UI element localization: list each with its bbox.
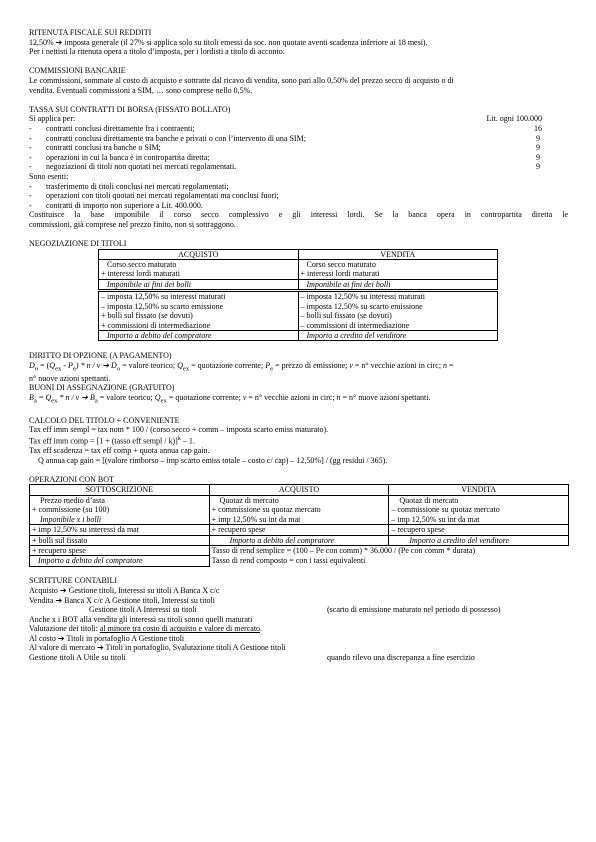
list-item bbox=[29, 201, 568, 211]
table-cell: Importo a debito del compratore bbox=[99, 330, 299, 340]
list-item bbox=[29, 143, 568, 153]
calcolo-line-2 bbox=[29, 435, 568, 446]
formula-subscript: ex bbox=[51, 397, 58, 405]
scritture-line-2: Vendita ➔ Banca X c/c A Gestione titoli, Interessi su titoli bbox=[29, 595, 216, 605]
list-item-text: contratti conclusi direttamente fra i contraenti; bbox=[46, 123, 195, 133]
scritture-line-1: Acquisto ➔ Gestione titoli, Interessi su titoli A Banca X c/c bbox=[29, 585, 220, 595]
tassa-esenti-title: Sono esenti: bbox=[29, 171, 69, 181]
list-item-text: contratti conclusi direttamente tra banche e privati o con l’intervento di una SIM; bbox=[46, 133, 306, 143]
scritture-note: quando rilevo una discrepanza a fine esercizio bbox=[327, 653, 475, 663]
section-title-tassa: TASSA SUI CONTRATTI DI BORSA (FISSATO BOLLATO) bbox=[29, 104, 231, 114]
list-item bbox=[29, 191, 568, 201]
table-cell: Importo a debito del compratore bbox=[30, 556, 210, 566]
table-row bbox=[30, 495, 569, 524]
table-row bbox=[99, 291, 498, 331]
formula-subscript: ex bbox=[182, 365, 190, 373]
formula-subscript: e bbox=[270, 365, 274, 373]
buoni-formula bbox=[29, 393, 568, 406]
table-cell: Imponibile ai fini dei bolli bbox=[99, 279, 299, 290]
formula-symbol: n bbox=[443, 360, 448, 370]
scritture-line-7: Al valore di mercato ➔ Titoli in portafoglio, Svalutazione titoli A Gestione titoli bbox=[29, 643, 286, 653]
scritture-entry: Gestione titoli A Utile su titoli bbox=[29, 653, 126, 663]
cell-line: Quotaz di mercato bbox=[399, 495, 459, 505]
section-title-commissioni: COMMISSIONI BANCARIE bbox=[29, 66, 126, 76]
formula-text: = valore teorico; bbox=[97, 392, 155, 402]
list-dash: - bbox=[29, 143, 32, 153]
cell-line: – commissione su quotaz mercato bbox=[391, 505, 500, 515]
table-row bbox=[99, 260, 498, 280]
formula-text: ) * n / v ➔ bbox=[75, 360, 112, 370]
diritto-line-2: n° nuove azioni spettanti. bbox=[29, 373, 111, 383]
cell-line: Corso secco maturato bbox=[107, 260, 177, 270]
table-cell: + recupero spese bbox=[30, 545, 210, 555]
formula-text: = prezzo di emissione; bbox=[273, 360, 350, 370]
list-item bbox=[29, 182, 568, 192]
calcolo-line-3: Tax eff scadenza = tax eff comp + quota annua cap gain. bbox=[29, 446, 210, 456]
cell-line: – bolli sul fissato (se dovuti) bbox=[300, 311, 392, 321]
formula-text: = n° vecchie azioni in circ; bbox=[352, 360, 444, 370]
formula-symbol: B bbox=[89, 392, 95, 402]
table-cell bbox=[30, 495, 210, 524]
formula-subscript: a bbox=[33, 397, 37, 405]
formula-text: = n° vecchie azioni in circ; bbox=[246, 392, 337, 402]
formula-subscript: e bbox=[72, 365, 76, 373]
section-title-buoni: BUONI DI ASSEGNAZIONE (GRATUITO) bbox=[29, 383, 175, 393]
formula-superscript: k bbox=[177, 435, 181, 442]
scritture-line-6: Al costo ➔ Titoli in portafoglio A Gestione titoli bbox=[29, 633, 185, 643]
formula-subscript: o bbox=[116, 365, 121, 373]
cell-line: Imponibile x i bolli bbox=[40, 514, 102, 524]
cell-line: Prezzo medio d’asta bbox=[40, 495, 105, 505]
list-item-value: 9 bbox=[536, 133, 540, 143]
negoziazione-table bbox=[98, 249, 498, 342]
formula-text: = n° nuove azioni spettanti. bbox=[340, 392, 431, 402]
formula-text: – 1. bbox=[180, 436, 195, 446]
cell-line: + interessi lordi maturati bbox=[101, 269, 180, 279]
tassa-items-list bbox=[29, 124, 568, 172]
formula-subscript: o bbox=[34, 365, 39, 373]
formula-symbol: n bbox=[336, 392, 341, 402]
scritture-text: Valutazione dei titoli: bbox=[29, 624, 100, 634]
table-row bbox=[99, 330, 498, 340]
tassa-column-header: Lit. ogni 100.000 bbox=[486, 114, 542, 124]
calcolo-line-4: Q annua cap gain = [(valore rimborso – imp scarto emiss totale – costo c/ cap) – 12,50%] / (gg residui / 365). bbox=[38, 455, 388, 465]
formula-text: = valore teorico; bbox=[120, 360, 178, 370]
section-title-ritenuta: RITENUTA FISCALE SUI REDDITI bbox=[29, 28, 152, 37]
table-cell: + bolli sul fissato bbox=[30, 535, 210, 545]
table-cell bbox=[99, 260, 299, 280]
table-row bbox=[30, 556, 569, 566]
table-row bbox=[30, 545, 569, 555]
table-cell bbox=[298, 260, 498, 280]
scritture-entry: Gestione titoli A Interessi su titoli bbox=[89, 605, 197, 615]
formula-symbol: Q bbox=[154, 392, 161, 402]
list-item bbox=[29, 162, 568, 172]
cell-line: + bolli sul fissato (se dovuti) bbox=[101, 311, 193, 321]
formula-symbol: v bbox=[242, 392, 247, 402]
list-item-text: operazioni con titoli quotati nei mercati regolamentati ma conclusi fuori; bbox=[46, 191, 279, 201]
cell-line: – imposta 12,50% su interessi maturati bbox=[101, 292, 226, 302]
bot-table bbox=[29, 484, 569, 566]
cell-line: Corso secco maturato bbox=[306, 260, 376, 270]
list-item bbox=[29, 153, 568, 163]
table-row bbox=[99, 279, 498, 290]
cell-line: – commissioni di intermediazione bbox=[300, 320, 410, 330]
scritture-line-5 bbox=[29, 624, 568, 634]
table-cell: Importo a credito del venditore bbox=[298, 330, 498, 340]
list-item bbox=[29, 134, 568, 144]
formula-text: * n / v ➔ bbox=[57, 392, 90, 402]
cell-line: – imposta 12,50% su scarto emissione bbox=[300, 301, 423, 311]
table-row bbox=[30, 525, 569, 535]
list-item-value: 9 bbox=[536, 152, 540, 162]
list-dash: - bbox=[29, 181, 32, 191]
cell-line: Quotaz di mercato bbox=[219, 495, 279, 505]
formula-subscript: ex bbox=[55, 365, 62, 373]
formula-symbol: Q bbox=[45, 392, 52, 402]
table-cell bbox=[298, 291, 498, 331]
cell-line: + commissione su quotaz mercato bbox=[211, 505, 321, 515]
scritture-underlined-text: al minore tra costo di acquisto e valore di mercato bbox=[99, 624, 261, 634]
formula-subscript: ex bbox=[160, 397, 167, 405]
table-row bbox=[30, 535, 569, 545]
table-cell bbox=[209, 495, 389, 524]
cell-line: – imposta 12,50% su interessi maturati bbox=[300, 292, 425, 302]
formula-symbol: Q bbox=[177, 360, 183, 370]
cell-line: – imp 12,50% su int da mat bbox=[391, 514, 480, 524]
ritenuta-line-2: Per i nettisti la ritenuta opera a titolo d’imposta, per i lordisti a titolo di acconto. bbox=[29, 47, 285, 57]
list-item bbox=[29, 124, 568, 134]
commissioni-line-2: vendita. Eventuali commissioni a SIM, … sono comprese nello 0,5%. bbox=[29, 85, 253, 95]
section-title-diritto: DIRITTO DI OPZIONE (A PAGAMENTO) bbox=[29, 350, 172, 360]
formula-text: Tax eff imm comp = [1 + (tasso eff sempl / k)] bbox=[29, 436, 178, 446]
formula-symbol: D bbox=[111, 360, 117, 370]
tassa-closing-2: commissioni, già comprese nel prezzo finito, non si sottraggono. bbox=[29, 219, 236, 229]
formula-text: = bbox=[36, 392, 46, 402]
ritenuta-line-1: 12,50% ➔ imposta generale (il 27% si applica solo su titoli emessi da soc. non quotate aventi scadenza inferiore ai 18 mesi). bbox=[29, 37, 428, 47]
section-title-scritture: SCRITTURE CONTABILI bbox=[29, 576, 118, 586]
section-title-negoziazione: NEGOZIAZIONE DI TITOLI bbox=[29, 239, 127, 249]
formula-text: = ( bbox=[38, 360, 50, 370]
list-item-text: contratti conclusi tra banche o SIM; bbox=[46, 143, 161, 153]
tasso-composto: Tasso di rend composto = con i tassi equivalenti bbox=[211, 555, 366, 565]
list-item-text: negoziazioni di titoli non quotati nei mercati regolamentati. bbox=[46, 162, 237, 172]
table-header-row bbox=[99, 249, 498, 259]
scritture-line-8 bbox=[29, 653, 568, 663]
list-dash: - bbox=[29, 200, 32, 210]
table-cell: Imponibile ai fini dei bolli bbox=[298, 279, 498, 290]
cell-line: – imposta 12,50% su scarto emissione bbox=[101, 301, 224, 311]
formula-symbol: Q bbox=[49, 360, 56, 370]
list-item-text: trasferimento di titoli conclusi nei mercati regolamentati; bbox=[46, 181, 229, 191]
list-dash: - bbox=[29, 152, 32, 162]
list-item-value: 9 bbox=[536, 162, 540, 172]
section-title-bot: OPERAZIONI CON BOT bbox=[29, 474, 114, 484]
column-header-vendita: VENDITA bbox=[298, 249, 498, 259]
column-header-sottoscrizione: SOTTOSCRIZIONE bbox=[30, 485, 210, 495]
tassa-intro: Si applica per: bbox=[29, 114, 76, 124]
list-item-value: 16 bbox=[534, 123, 542, 133]
column-header-vendita: VENDITA bbox=[389, 485, 569, 495]
cell-line: + imp 12,50% su int da mat bbox=[211, 514, 301, 524]
table-cell bbox=[99, 291, 299, 331]
diritto-formula bbox=[29, 361, 568, 374]
formula-subscript: a bbox=[94, 397, 98, 405]
list-dash: - bbox=[29, 123, 32, 133]
table-header-row bbox=[30, 485, 569, 495]
scritture-text: . bbox=[260, 624, 263, 634]
formula-text: = quotazione corrente; bbox=[166, 392, 243, 402]
formula-symbol: P bbox=[265, 360, 271, 370]
cell-line: + commissioni di intermediazione bbox=[101, 320, 211, 330]
tassa-intro-row bbox=[29, 114, 568, 124]
section-title-calcolo: CALCOLO DEL TITOLO + CONVENIENTE bbox=[29, 415, 180, 425]
cell-line: + commissione (su 100) bbox=[32, 505, 110, 515]
list-item-value: 9 bbox=[536, 143, 540, 153]
tassa-closing-1: Costituisce la base imponibile il corso secco complessivo e gli interessi lordi. Se la banca opera in contropartita diretta le bbox=[29, 210, 568, 220]
calcolo-line-1: Tax eff imm sempl = tax nom * 100 / (corso secco + comm – imposta scarto emiss maturato). bbox=[29, 425, 329, 435]
scritture-line-3 bbox=[29, 605, 568, 615]
formula-text: = quotazione corrente; bbox=[189, 360, 266, 370]
cell-line: + interessi lordi maturati bbox=[300, 269, 380, 279]
formula-text: - bbox=[61, 360, 69, 370]
formula-text: = bbox=[447, 360, 454, 370]
formula-symbol: P bbox=[68, 360, 73, 370]
scritture-line-4: Anche x i BOT alla vendita gli interessi su titoli sonno quelli maturati bbox=[29, 614, 253, 624]
table-cell: Importo a credito del venditore bbox=[389, 535, 569, 545]
table-cell: + recupero spese bbox=[209, 525, 389, 535]
column-header-acquisto: ACQUISTO bbox=[209, 485, 389, 495]
table-cell bbox=[389, 495, 569, 524]
list-item-text: contratti di importo non superiore a Lit. 400.000. bbox=[46, 200, 203, 210]
list-item-text: operazioni in cui la banca è in contropartita diretta; bbox=[46, 152, 210, 162]
table-cell: – recupero spese bbox=[389, 525, 569, 535]
commissioni-line-1: Le commissioni, sommate al costo di acquisto e sottratte dal ricavo di vendita, sono pari allo 0,50% del prezzo secco di acquisto o di bbox=[29, 75, 454, 85]
list-dash: - bbox=[29, 191, 32, 201]
table-cell: Importo a debito del compratore bbox=[209, 535, 389, 545]
formula-symbol: B bbox=[29, 392, 34, 402]
tasso-semplice: Tasso di rend semplice = (100 – Pe con comm) * 36.000 / (Pe con comm * durata) bbox=[211, 545, 476, 555]
table-cell: + imp 12,50% su interessi da mat bbox=[30, 525, 210, 535]
list-dash: - bbox=[29, 162, 32, 172]
list-dash: - bbox=[29, 133, 32, 143]
formula-symbol: v bbox=[349, 360, 353, 370]
column-header-acquisto: ACQUISTO bbox=[99, 249, 299, 259]
formula-symbol: D bbox=[29, 360, 35, 370]
scritture-note: (scarto di emissione maturato nel periodo di possesso) bbox=[327, 605, 501, 615]
